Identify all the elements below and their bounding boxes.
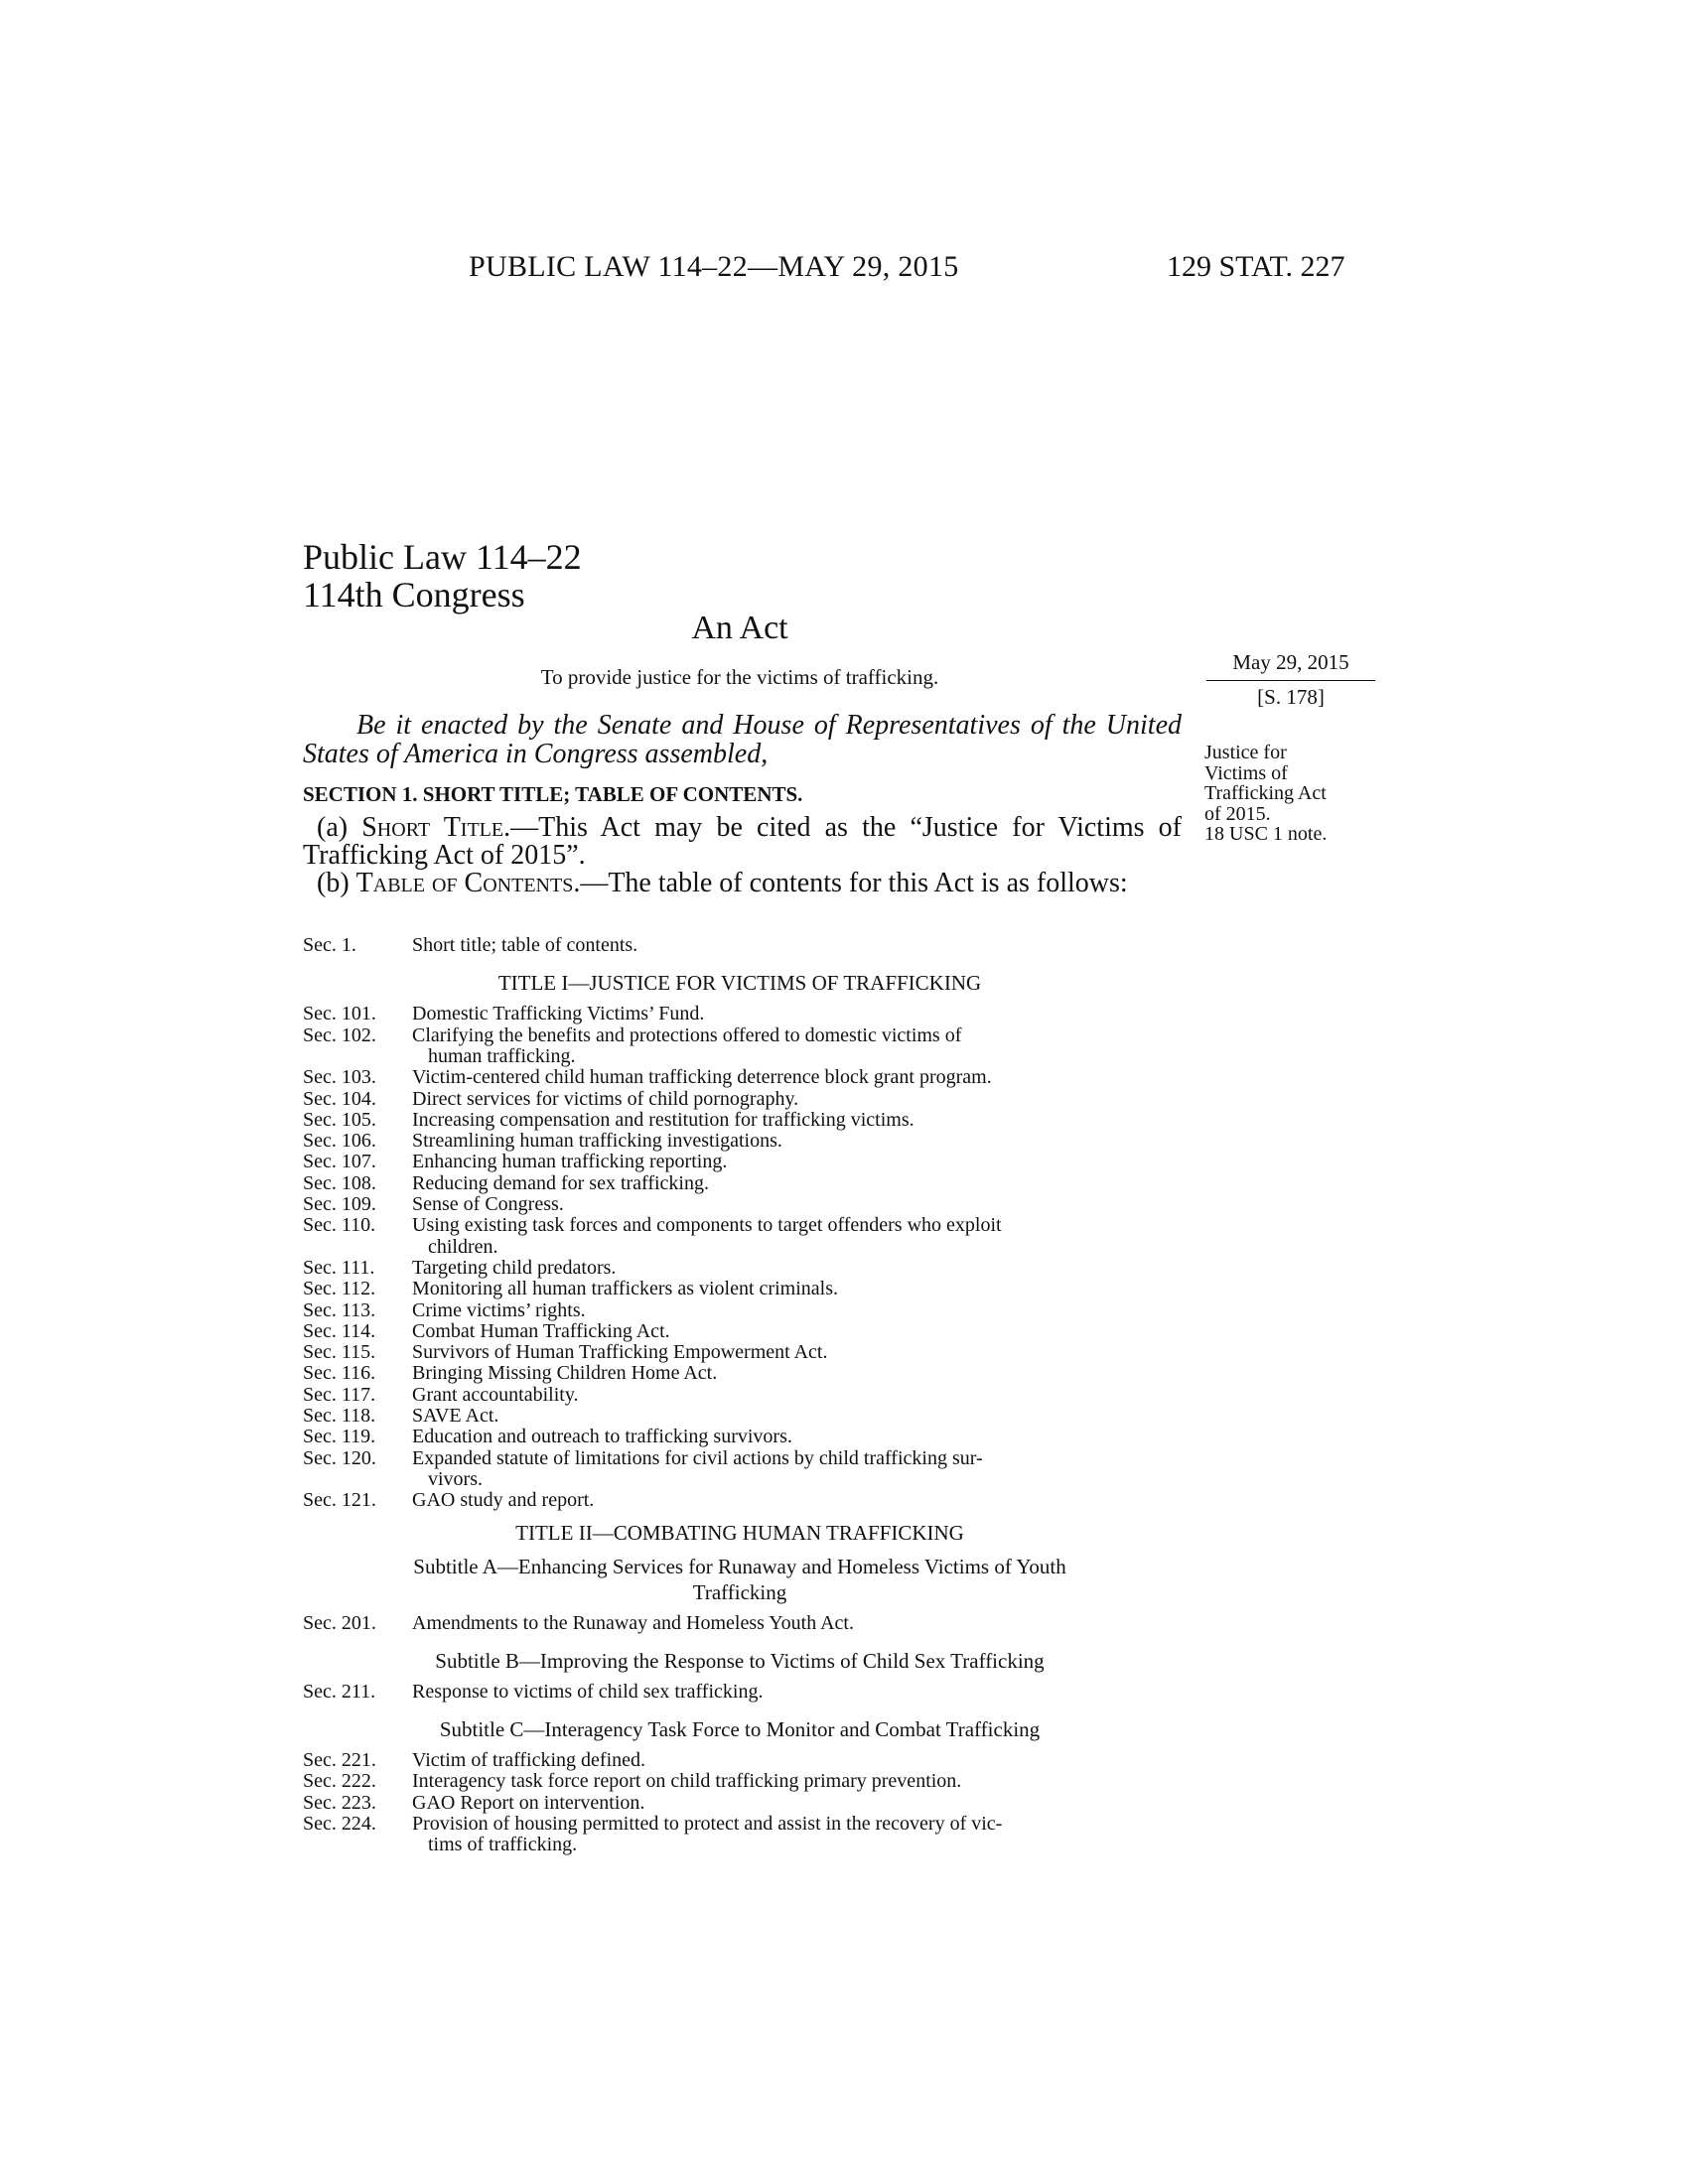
toc-entry — [303, 1750, 1182, 1771]
toc-section-title: Streamlining human trafficking investigations. — [412, 1130, 782, 1153]
toc-entry — [303, 935, 1182, 956]
toc-entry — [303, 1004, 1182, 1024]
act-heading: An Act — [691, 610, 788, 646]
statute-page-reference: 129 STAT. 227 — [1167, 250, 1345, 283]
toc-section-title: vivors. — [428, 1467, 483, 1490]
toc-section-number: Sec. 107. — [303, 1151, 376, 1173]
toc-entry — [303, 1279, 1182, 1299]
toc-entry — [303, 1342, 1182, 1363]
toc-section-title: Grant accountability. — [412, 1383, 579, 1406]
subtitle-heading: Subtitle B—Improving the Response to Victims of Child Sex Trafficking — [435, 1648, 1045, 1673]
toc-section-title: GAO Report on intervention. — [412, 1791, 645, 1814]
toc-section-number: Sec. 111. — [303, 1256, 375, 1279]
toc-entry — [303, 1025, 1182, 1046]
title-heading: TITLE II—COMBATING HUMAN TRAFFICKING — [515, 1520, 964, 1545]
toc-entry — [303, 1613, 1182, 1634]
toc-section-number: Sec. 222. — [303, 1770, 376, 1793]
toc-entry — [303, 1771, 1182, 1792]
toc-section-title: Short title; table of contents. — [412, 934, 638, 956]
toc-section-number: Sec. 106. — [303, 1130, 376, 1153]
toc-entry — [303, 1173, 1182, 1194]
toc-section-number: Sec. 115. — [303, 1341, 376, 1364]
subtitle-heading: Trafficking — [692, 1579, 787, 1604]
toc-section-number: Sec. 116. — [303, 1362, 376, 1385]
para-text: .—The table of contents for this Act is as follows: — [573, 868, 1128, 898]
toc-section-title: Enhancing human trafficking reporting. — [412, 1151, 728, 1173]
subtitle-heading: Subtitle C—Interagency Task Force to Monitor and Combat Trafficking — [439, 1717, 1041, 1742]
margin-note-line: 18 USC 1 note. — [1204, 823, 1328, 845]
margin-note-line: Trafficking Act — [1204, 782, 1327, 804]
toc-entry — [303, 1385, 1182, 1406]
toc-section-number: Sec. 109. — [303, 1193, 376, 1215]
toc-entry — [303, 1363, 1182, 1384]
toc-entry — [303, 1237, 1182, 1258]
para-heading: Short Title — [361, 812, 504, 843]
toc-section-title: Provision of housing permitted to protect and assist in the recovery of vic- — [412, 1813, 1003, 1835]
toc-section-number: Sec. 113. — [303, 1298, 376, 1321]
toc-entry — [303, 1490, 1182, 1511]
toc-section-title: Bringing Missing Children Home Act. — [412, 1362, 718, 1385]
toc-section-title: Direct services for victims of child pornography. — [412, 1087, 799, 1110]
toc-section-title: Combat Human Trafficking Act. — [412, 1319, 670, 1342]
toc-entry — [303, 1215, 1182, 1236]
toc-entry — [303, 1469, 1182, 1490]
toc-entry — [303, 1448, 1182, 1469]
toc-section-number: Sec. 118. — [303, 1405, 376, 1427]
toc-section-number: Sec. 117. — [303, 1383, 376, 1406]
toc-section-title: Expanded statute of limitations for civil actions by child trafficking sur- — [412, 1446, 983, 1469]
toc-section-number: Sec. 114. — [303, 1319, 376, 1342]
toc-section-title: human trafficking. — [428, 1044, 576, 1067]
toc-entry — [303, 1427, 1182, 1447]
toc-entry — [303, 1258, 1182, 1279]
toc-entry — [303, 1682, 1182, 1703]
paragraph-short-title — [303, 814, 1182, 870]
toc-section-number: Sec. 112. — [303, 1278, 376, 1300]
toc-section-title: Education and outreach to trafficking survivors. — [412, 1426, 792, 1448]
toc-section-number: Sec. 201. — [303, 1611, 376, 1634]
paragraph-table-of-contents — [303, 870, 1182, 897]
toc-entry — [303, 1793, 1182, 1814]
toc-section-number: Sec. 1. — [303, 934, 356, 956]
toc-section-title: Crime victims’ rights. — [412, 1298, 586, 1321]
toc-entry — [303, 1406, 1182, 1427]
toc-section-number: Sec. 110. — [303, 1214, 376, 1237]
toc-section-title: Response to victims of child sex trafficking. — [412, 1680, 764, 1703]
public-law-number: Public Law 114–22 — [303, 537, 582, 577]
margin-note-line: Justice for — [1204, 742, 1287, 763]
toc-section-number: Sec. 103. — [303, 1066, 376, 1089]
toc-section-number: Sec. 104. — [303, 1087, 376, 1110]
toc-section-title: Monitoring all human traffickers as violent criminals. — [412, 1278, 838, 1300]
toc-section-title: Sense of Congress. — [412, 1193, 564, 1215]
toc-entry — [303, 1131, 1182, 1152]
margin-note-line: of 2015. — [1204, 802, 1271, 825]
toc-section-title: Victim-centered child human trafficking deterrence block grant program. — [412, 1066, 992, 1089]
toc-entry — [303, 1110, 1182, 1131]
para-heading: Table of Contents — [355, 868, 574, 898]
toc-section-number: Sec. 223. — [303, 1791, 376, 1814]
para-label: (b) — [317, 868, 350, 898]
margin-divider — [1206, 680, 1375, 681]
toc-section-title: children. — [428, 1235, 498, 1258]
margin-bill-number: [S. 178] — [1257, 685, 1325, 709]
subtitle-heading: Subtitle A—Enhancing Services for Runaway and Homeless Victims of Youth — [413, 1554, 1066, 1578]
toc-entry — [303, 1089, 1182, 1110]
toc-section-title: SAVE Act. — [412, 1405, 499, 1427]
toc-section-number: Sec. 102. — [303, 1024, 376, 1046]
toc-section-number: Sec. 224. — [303, 1813, 376, 1835]
toc-entry — [303, 1152, 1182, 1172]
toc-section-number: Sec. 101. — [303, 1003, 376, 1025]
toc-section-number: Sec. 120. — [303, 1446, 376, 1469]
toc-section-number: Sec. 108. — [303, 1171, 376, 1194]
toc-section-title: Victim of trafficking defined. — [412, 1749, 646, 1772]
toc-section-title: Interagency task force report on child trafficking primary prevention. — [412, 1770, 962, 1793]
toc-entry — [303, 1321, 1182, 1342]
margin-note-line: Victims of — [1204, 761, 1288, 784]
act-purpose: To provide justice for the victims of trafficking. — [540, 665, 939, 689]
toc-section-title: tims of trafficking. — [428, 1834, 578, 1856]
para-text: .—This Act may be cited as the “Justice for Victims of Trafficking Act of 2015”. — [303, 812, 1182, 871]
margin-date: May 29, 2015 — [1232, 650, 1349, 674]
congress-number: 114th Congress — [303, 575, 525, 614]
toc-section-number: Sec. 121. — [303, 1489, 376, 1512]
toc-section-number: Sec. 119. — [303, 1426, 376, 1448]
toc-section-number: Sec. 211. — [303, 1680, 376, 1703]
toc-section-title: Domestic Trafficking Victims’ Fund. — [412, 1003, 705, 1025]
toc-section-number: Sec. 221. — [303, 1749, 376, 1772]
enacting-clause: Be it enacted by the Senate and House of Representatives of the United States of America in Congress assembled, — [303, 710, 1182, 769]
toc-entry — [303, 1046, 1182, 1067]
toc-section-title: Increasing compensation and restitution for trafficking victims. — [412, 1108, 914, 1131]
toc-section-title: Amendments to the Runaway and Homeless Youth Act. — [412, 1611, 854, 1634]
toc-entry — [303, 1814, 1182, 1835]
toc-section-title: Reducing demand for sex trafficking. — [412, 1171, 709, 1194]
toc-section-title: Using existing task forces and components to target offenders who exploit — [412, 1214, 1002, 1237]
margin-note — [1204, 743, 1383, 845]
title-heading: TITLE I—JUSTICE FOR VICTIMS OF TRAFFICKING — [497, 971, 982, 996]
toc-entry — [303, 1194, 1182, 1215]
toc-section-title: GAO study and report. — [412, 1489, 595, 1512]
toc-section-title: Clarifying the benefits and protections offered to domestic victims of — [412, 1024, 962, 1046]
running-head: PUBLIC LAW 114–22—MAY 29, 2015 — [469, 250, 959, 283]
toc-section-title: Targeting child predators. — [412, 1256, 617, 1279]
toc-entry — [303, 1300, 1182, 1321]
toc-section-title: Survivors of Human Trafficking Empowerment Act. — [412, 1341, 828, 1364]
section-heading: SECTION 1. SHORT TITLE; TABLE OF CONTENTS. — [303, 782, 803, 806]
para-label: (a) — [317, 812, 349, 843]
toc-entry — [303, 1067, 1182, 1088]
toc-section-number: Sec. 105. — [303, 1108, 376, 1131]
toc-entry — [303, 1835, 1182, 1855]
